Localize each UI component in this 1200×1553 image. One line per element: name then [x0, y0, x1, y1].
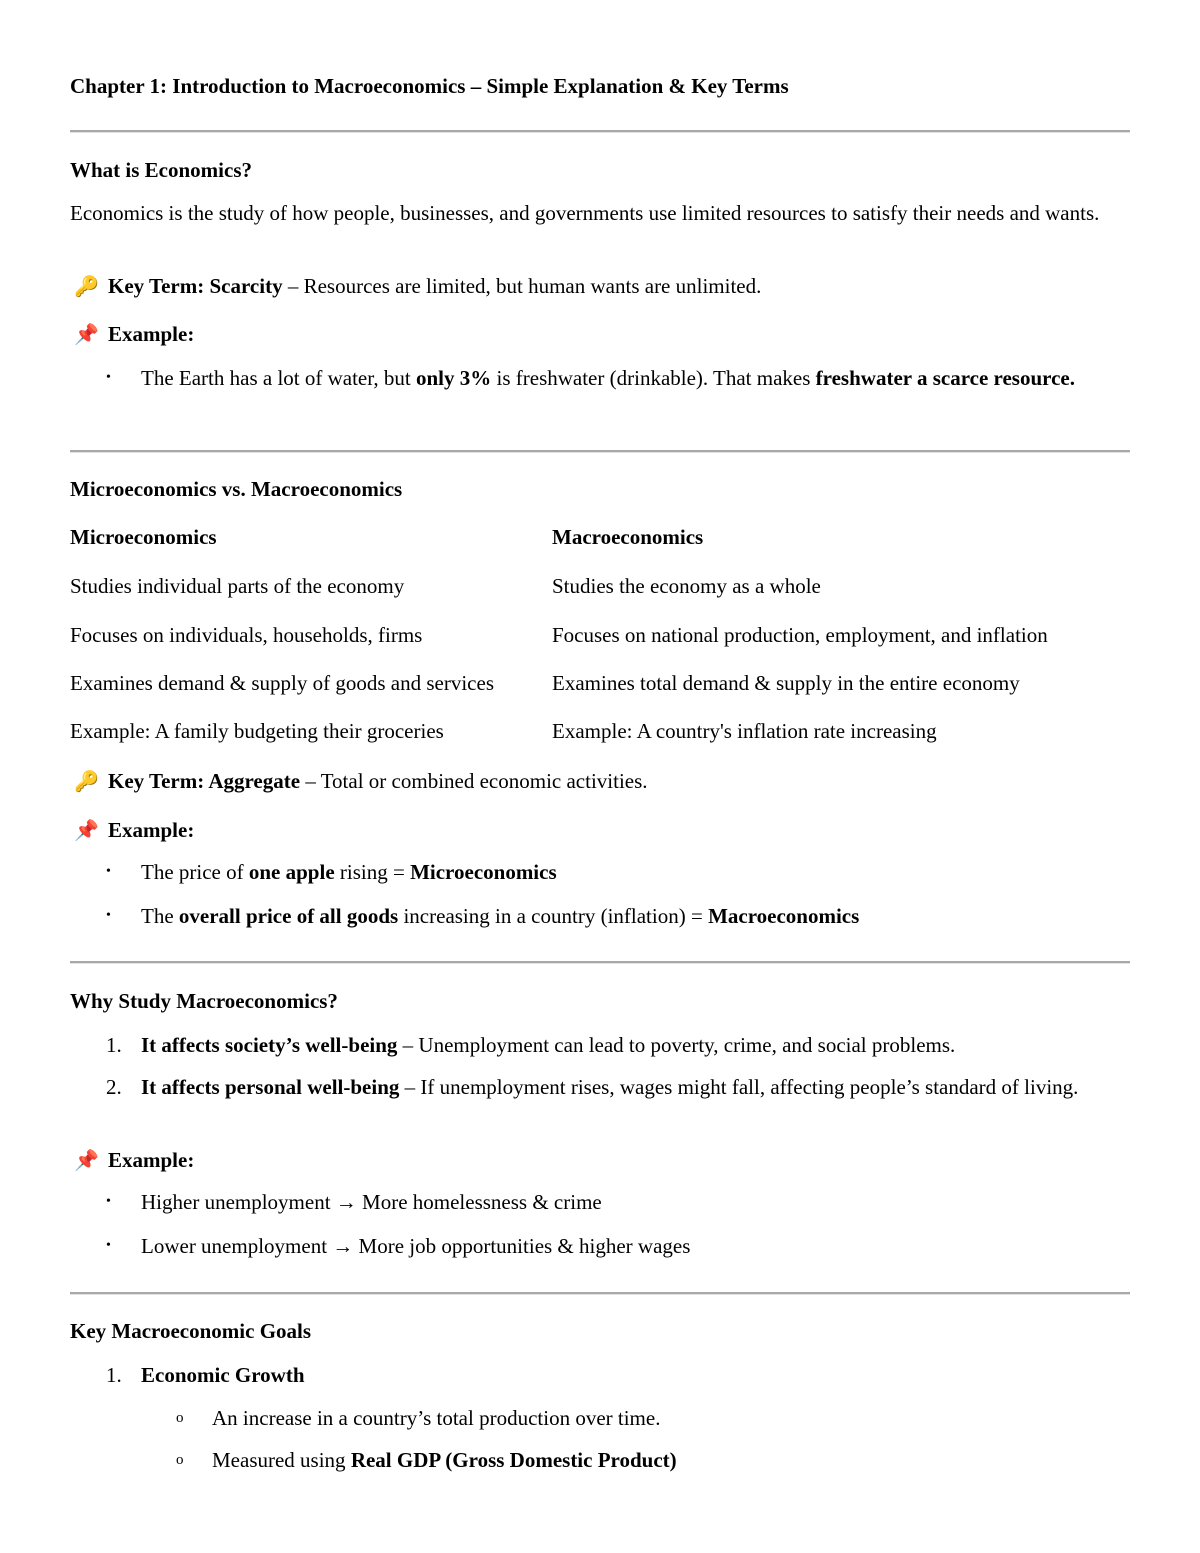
pushpin-icon: 📌 [74, 324, 99, 346]
bullet-marker: • [106, 1194, 111, 1209]
divider [70, 961, 1130, 964]
divider [70, 450, 1130, 453]
list-item: Lower unemployment → More job opportunities & higher wages [141, 1234, 691, 1258]
sub-list-item: An increase in a country’s total production over time. [212, 1406, 661, 1430]
key-term-text: – Total or combined economic activities. [300, 769, 648, 793]
divider [70, 130, 1130, 133]
list-item: It affects society’s well-being – Unemployment can lead to poverty, crime, and social problems. [141, 1033, 956, 1057]
bullet-marker: • [106, 370, 111, 385]
key-term-text: – Resources are limited, but human wants are unlimited. [282, 274, 762, 298]
example-label-row [74, 1146, 194, 1175]
list-item: The price of one apple rising = Microeconomics [141, 860, 557, 884]
table-cell-micro: Studies individual parts of the economy [70, 574, 405, 598]
column-header-micro: Microeconomics [70, 525, 217, 549]
bullet-marker: • [106, 908, 111, 923]
page-title: Chapter 1: Introduction to Macroeconomics – Simple Explanation & Key Terms [70, 74, 789, 98]
list-number: 2. [106, 1075, 122, 1099]
section-heading-goals: Key Macroeconomic Goals [70, 1319, 312, 1343]
table-cell-micro: Focuses on individuals, households, firms [70, 623, 423, 647]
economics-definition: Economics is the study of how people, businesses, and governments use limited resources to satisfy their needs and wants. [70, 201, 1100, 225]
divider [70, 1292, 1130, 1295]
table-cell-macro: Focuses on national production, employment, and inflation [552, 623, 1048, 647]
sub-bullet-marker: o [176, 1410, 184, 1426]
section-heading-micro-vs-macro: Microeconomics vs. Macroeconomics [70, 477, 403, 501]
key-icon: 🔑 [74, 276, 99, 298]
example-label: Example: [108, 1148, 195, 1172]
table-cell-micro: Example: A family budgeting their groceries [70, 719, 444, 743]
key-term-label: Key Term: Scarcity [108, 274, 283, 298]
example-label-row [74, 320, 194, 349]
list-item: The Earth has a lot of water, but only 3% is freshwater (drinkable). That makes freshwater a scarce resource. [141, 366, 1075, 390]
section-heading-economics: What is Economics? [70, 158, 253, 182]
pushpin-icon: 📌 [74, 820, 99, 842]
list-item: It affects personal well-being – If unemployment rises, wages might fall, affecting people’s standard of living. [141, 1075, 1079, 1099]
example-label: Example: [108, 322, 195, 346]
list-number: 1. [106, 1033, 122, 1057]
key-icon: 🔑 [74, 771, 99, 793]
table-cell-macro: Studies the economy as a whole [552, 574, 821, 598]
key-term-aggregate [74, 767, 648, 796]
key-term-label: Key Term: Aggregate [108, 769, 301, 793]
sub-bullet-marker: o [176, 1452, 184, 1468]
table-cell-micro: Examines demand & supply of goods and services [70, 671, 494, 695]
example-label: Example: [108, 818, 195, 842]
key-term-scarcity [74, 272, 761, 301]
sub-list-item: Measured using Real GDP (Gross Domestic Product) [212, 1448, 677, 1472]
list-item: The overall price of all goods increasing in a country (inflation) = Macroeconomics [141, 904, 860, 928]
list-number: 1. [106, 1363, 122, 1387]
goal-title: Economic Growth [141, 1363, 305, 1387]
bullet-marker: • [106, 864, 111, 879]
column-header-macro: Macroeconomics [552, 525, 704, 549]
bullet-marker: • [106, 1238, 111, 1253]
list-item: Higher unemployment → More homelessness & crime [141, 1190, 602, 1214]
table-cell-macro: Example: A country's inflation rate increasing [552, 719, 937, 743]
example-label-row [74, 816, 194, 845]
pushpin-icon: 📌 [74, 1150, 99, 1172]
section-heading-why-study: Why Study Macroeconomics? [70, 989, 338, 1013]
table-cell-macro: Examines total demand & supply in the entire economy [552, 671, 1020, 695]
